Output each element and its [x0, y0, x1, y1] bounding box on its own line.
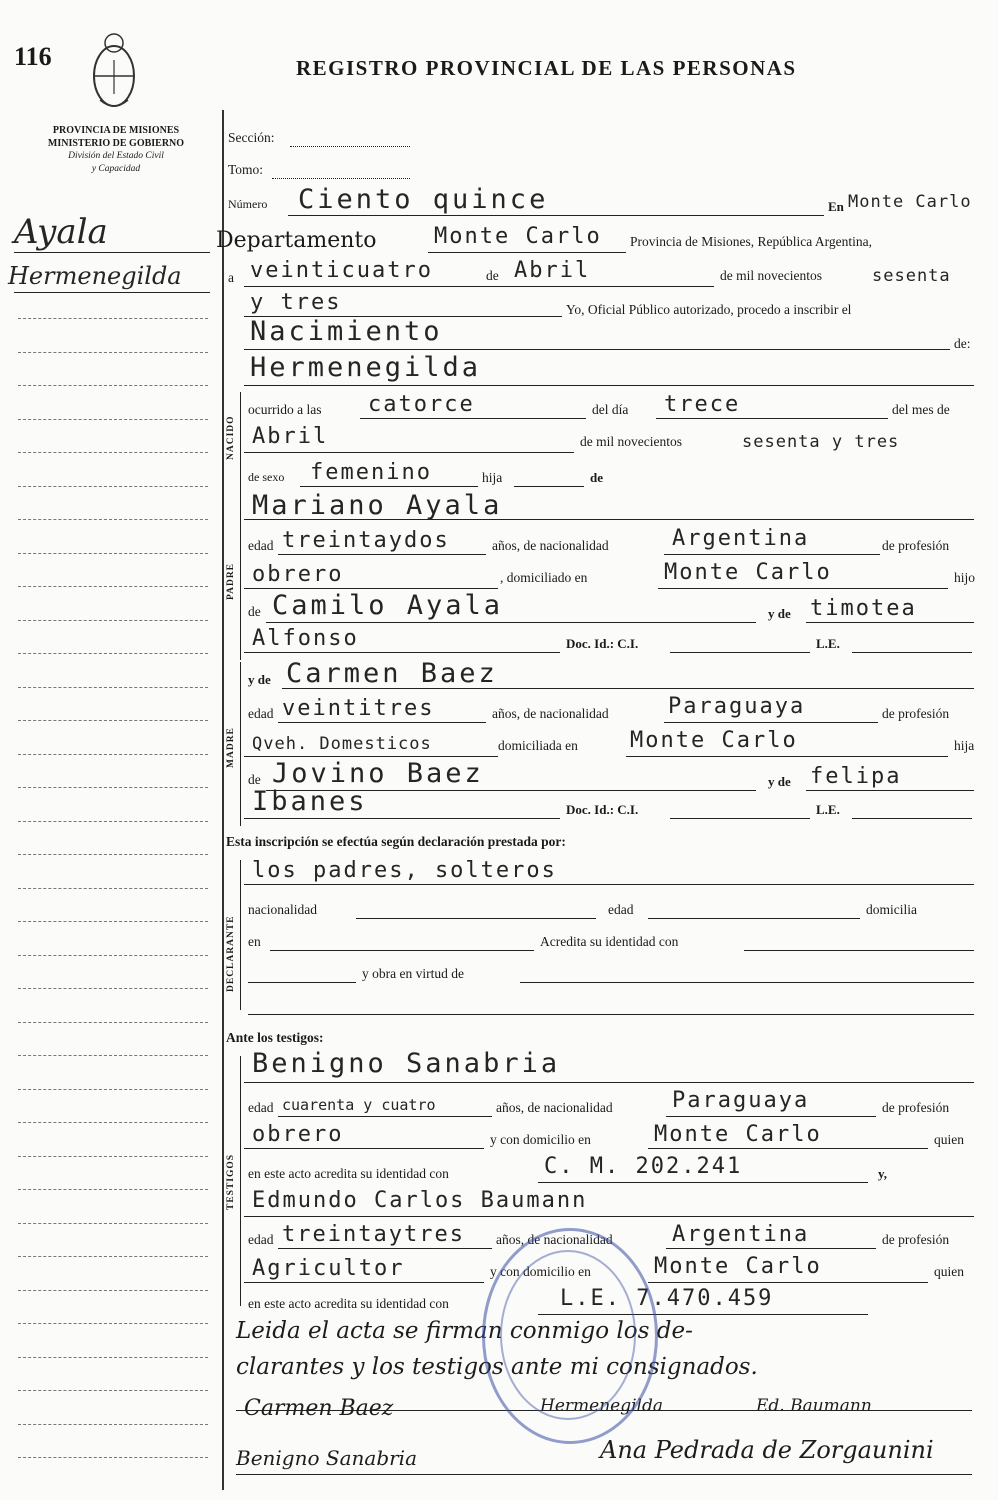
- en-label: En: [828, 199, 844, 214]
- margin-ruled-line: [18, 1089, 208, 1090]
- section-madre: MADRE: [226, 727, 236, 768]
- signature-1: Carmen Baez: [244, 1396, 394, 1421]
- margin-ruled-line: [18, 1256, 208, 1257]
- madre-dom-value: Monte Carlo: [630, 728, 798, 753]
- testigo1-doc-value: C. M. 202.241: [544, 1154, 743, 1179]
- anios-nac-label-4: años, de nacionalidad: [496, 1232, 613, 1247]
- margin-ruled-line: [18, 1189, 208, 1190]
- del-mes-label: del mes de: [892, 402, 950, 417]
- margin-ruled-line: [18, 352, 208, 353]
- nacionalidad-label: nacionalidad: [248, 902, 317, 917]
- page-title: REGISTRO PROVINCIAL DE LAS PERSONAS: [296, 56, 797, 80]
- esta-inscripcion-label: Esta inscripción se efectúa según declaración prestada por:: [226, 834, 566, 849]
- margin-ruled-line: [18, 821, 208, 822]
- margin-surname: Ayala: [14, 212, 108, 252]
- margin-ruled-line: [18, 1290, 208, 1291]
- en-este-acto-label: en este acto acredita su identidad con: [248, 1166, 449, 1181]
- madre-de-value: Jovino Baez: [272, 758, 484, 789]
- margin-ruled-line: [18, 553, 208, 554]
- testigo1-prof-value: obrero: [252, 1122, 344, 1147]
- edad-label-4: edad: [248, 1100, 274, 1115]
- yo-oficial-label: Yo, Oficial Público autorizado, procedo a inscribir el: [566, 302, 852, 317]
- domiciliado-label: , domiciliado en: [500, 570, 588, 585]
- padre-y-de-value: timotea: [810, 596, 917, 621]
- padre-nombre-value: Mariano Ayala: [252, 490, 503, 521]
- sexo-value: femenino: [310, 460, 432, 485]
- testigo2-edad-value: treintaytres: [282, 1222, 465, 1247]
- testigo2-nombre-value: Edmundo Carlos Baumann: [252, 1188, 588, 1213]
- de-profesion-label-4: de profesión: [882, 1232, 950, 1247]
- seccion-label: Sección:: [228, 130, 275, 145]
- doc-id-label-2: Doc. Id.: C.I.: [566, 802, 639, 817]
- de-profesion-label-3: de profesión: [882, 1100, 950, 1115]
- margin-ruled-line: [18, 1323, 208, 1324]
- doc-id-label: Doc. Id.: C.I.: [566, 636, 639, 651]
- provincia-label: Provincia de Misiones, República Argentina,: [630, 234, 872, 249]
- quien-label: quien: [934, 1132, 964, 1147]
- anios-nac-label-2: años, de nacionalidad: [492, 706, 609, 721]
- closing-note-line-1: Leida el acta se firman conmigo los de-: [236, 1318, 693, 1344]
- margin-ruled-line: [18, 1223, 208, 1224]
- margin-ruled-line: [18, 1457, 208, 1458]
- numero-label: Número: [228, 197, 268, 211]
- division-line: y Capacidad: [91, 164, 141, 174]
- madre-nac-value: Paraguaya: [668, 694, 806, 719]
- signature-3: Ed. Baumann: [756, 1396, 872, 1416]
- anios-nac-label: años, de nacionalidad: [492, 538, 609, 553]
- margin-ruled-line: [18, 519, 208, 520]
- madre-y-de-value: felipa: [810, 764, 902, 789]
- domicilia-label: domicilia: [866, 902, 917, 917]
- edad-label-2: edad: [248, 706, 274, 721]
- margin-ruled-line: [18, 1390, 208, 1391]
- madre-edad-value: veintitres: [282, 696, 435, 721]
- de-profesion-label: de profesión: [882, 538, 950, 553]
- departamento-value: Monte Carlo: [434, 224, 602, 249]
- de-label-3: de: [248, 604, 261, 619]
- margin-ruled-line: [18, 586, 208, 587]
- y-de-label: y de: [768, 606, 791, 621]
- margin-ruled-line: [18, 653, 208, 654]
- margin-ruled-line: [18, 318, 208, 319]
- nombre-value: Hermenegilda: [250, 352, 482, 383]
- declarantes-value: los padres, solteros: [252, 858, 557, 883]
- margin-ruled-line: [18, 1424, 208, 1425]
- en-este-acto-label-2: en este acto acredita su identidad con: [248, 1296, 449, 1311]
- de-profesion-label-2: de profesión: [882, 706, 950, 721]
- de-label-4: de: [248, 772, 261, 787]
- margin-ruled-line: [18, 1022, 208, 1023]
- testigo1-nac-value: Paraguaya: [672, 1088, 810, 1113]
- le-label-2: L.E.: [816, 802, 840, 817]
- testigo2-nac-value: Argentina: [672, 1222, 810, 1247]
- de-label-2: de: [590, 470, 603, 485]
- y-comma-label: y,: [878, 1166, 888, 1181]
- margin-ruled-line: [18, 687, 208, 688]
- margin-divider: [222, 110, 224, 1490]
- dia-nac-value: trece: [664, 392, 741, 417]
- y-de-label-3: y de: [768, 774, 791, 789]
- madre-prof-value: Qveh. Domesticos: [252, 734, 432, 754]
- le-label: L.E.: [816, 636, 840, 651]
- mes-nac-value: Abril: [252, 424, 329, 449]
- margin-ruled-line: [18, 921, 208, 922]
- section-padre: PADRE: [226, 562, 236, 600]
- testigo1-dom-value: Monte Carlo: [654, 1122, 822, 1147]
- edad-label: edad: [248, 538, 274, 553]
- anios-nac-label-3: años, de nacionalidad: [496, 1100, 613, 1115]
- margin-ruled-line: [18, 988, 208, 989]
- departamento-label: Departamento: [216, 228, 377, 253]
- padre-dom-value: Monte Carlo: [664, 560, 832, 585]
- margin-ruled-line: [18, 486, 208, 487]
- signature-5: Ana Pedrada de Zorgaunini: [600, 1436, 934, 1464]
- signature-4: Benigno Sanabria: [236, 1446, 418, 1470]
- testigo2-prof-value: Agricultor: [252, 1256, 405, 1281]
- edad-label-3: edad: [608, 902, 634, 917]
- y-obra-label: y obra en virtud de: [362, 966, 464, 981]
- margin-ruled-line: [18, 1122, 208, 1123]
- de-mil2-label: de mil novecientos: [580, 434, 682, 449]
- del-dia-label: del día: [592, 402, 629, 417]
- margin-ruled-line: [18, 1055, 208, 1056]
- province-line: PROVINCIA DE MISIONES: [52, 125, 180, 136]
- padre-nac-value: Argentina: [672, 526, 810, 551]
- section-declarante: DECLARANTE: [226, 915, 236, 992]
- section-testigos: TESTIGOS: [226, 1153, 236, 1210]
- padre-edad-value: treintaydos: [282, 528, 450, 553]
- madre-y-de2-value: Ibanes: [252, 786, 368, 817]
- hora-value: catorce: [368, 392, 475, 417]
- padre-prof-value: obrero: [252, 562, 344, 587]
- madre-nombre-value: Carmen Baez: [286, 658, 498, 689]
- de-colon-label: de:: [954, 336, 971, 351]
- margin-ruled-line: [18, 854, 208, 855]
- ministry-line: MINISTERIO DE GOBIERNO: [47, 138, 185, 149]
- y-con-domicilio-label-2: y con domicilio en: [490, 1264, 591, 1279]
- issuing-authority: [18, 124, 214, 176]
- de-sexo-label: de sexo: [248, 470, 285, 484]
- margin-ruled-line: [18, 787, 208, 788]
- margin-ruled-line: [18, 1357, 208, 1358]
- margin-ruled-line: [18, 754, 208, 755]
- domiciliada-label: domiciliada en: [498, 738, 578, 753]
- ante-testigos-label: Ante los testigos:: [226, 1030, 324, 1045]
- page-number: 116: [14, 42, 52, 71]
- ocurrido-label: ocurrido a las: [248, 402, 322, 417]
- y-de-label-2: y de: [248, 672, 271, 687]
- margin-ruled-line: [18, 888, 208, 889]
- padre-y-de2-value: Alfonso: [252, 626, 359, 651]
- margin-ruled-line: [18, 385, 208, 386]
- testigo1-edad-value: cuarenta y cuatro: [282, 1096, 436, 1114]
- numero-value: Ciento quince: [298, 184, 549, 215]
- dia-value: veinticuatro: [250, 258, 433, 283]
- anio-a-value: sesenta: [872, 266, 951, 286]
- margin-ruled-line: [18, 620, 208, 621]
- de-mil-label: de mil novecientos: [720, 268, 822, 283]
- margin-given-name: Hermenegilda: [8, 262, 182, 290]
- margin-ruled-line: [18, 955, 208, 956]
- testigo2-doc-value: L.E. 7.470.459: [560, 1286, 774, 1311]
- acto-value: Nacimiento: [250, 316, 443, 347]
- testigo2-dom-value: Monte Carlo: [654, 1254, 822, 1279]
- section-nacido: NACIDO: [226, 415, 236, 460]
- anio-nac-value: sesenta y tres: [742, 432, 900, 452]
- en-label-2: en: [248, 934, 261, 949]
- signature-2: Hermenegilda: [540, 1396, 663, 1416]
- division-line: División del Estado Civil: [68, 151, 164, 161]
- margin-ruled-line: [18, 419, 208, 420]
- margin-ruled-line: [18, 1156, 208, 1157]
- padre-de-value: Camilo Ayala: [272, 590, 504, 621]
- testigo1-nombre-value: Benigno Sanabria: [252, 1048, 561, 1079]
- en-value: Monte Carlo: [848, 192, 972, 212]
- a-label: a: [228, 270, 234, 285]
- tomo-label: Tomo:: [228, 162, 264, 177]
- anio-b-value: y tres: [250, 290, 342, 315]
- hija-label: hija: [482, 470, 503, 485]
- closing-note-line-2: clarantes y los testigos ante mi consignados.: [236, 1354, 758, 1380]
- edad-label-5: edad: [248, 1232, 274, 1247]
- acredita-label: Acredita su identidad con: [540, 934, 679, 949]
- margin-ruled-line: [18, 720, 208, 721]
- de-label: de: [486, 268, 499, 283]
- hija-label-2: hija: [954, 738, 975, 753]
- mes-value: Abril: [514, 258, 591, 283]
- hijo-label: hijo: [954, 570, 976, 585]
- quien-label-2: quien: [934, 1264, 964, 1279]
- registry-stamp-inner: [500, 1250, 636, 1420]
- margin-ruled-line: [18, 452, 208, 453]
- y-con-domicilio-label: y con domicilio en: [490, 1132, 591, 1147]
- coat-of-arms-icon: [86, 30, 142, 114]
